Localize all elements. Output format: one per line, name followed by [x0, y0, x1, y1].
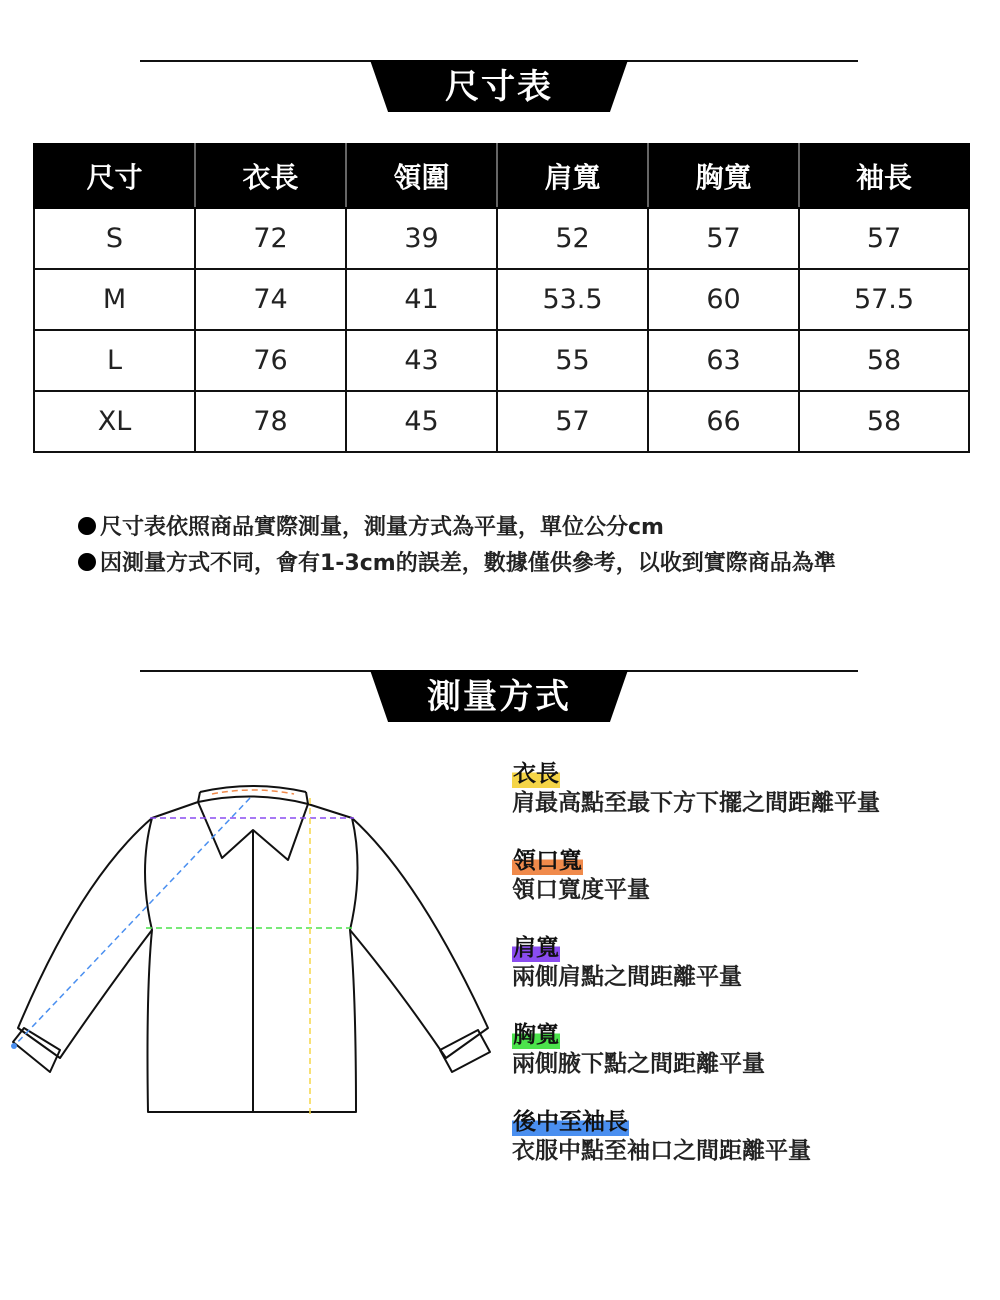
- measurement-header: [0, 670, 1000, 730]
- table-cell: 63: [648, 330, 799, 391]
- legend-title: 衣長: [513, 761, 559, 787]
- sleeve-length-guide: [14, 798, 250, 1046]
- right-sleeve: [350, 818, 488, 1058]
- size-chart-header: [0, 60, 1000, 120]
- size-table: [33, 143, 970, 453]
- table-cell: 57.5: [799, 269, 969, 330]
- collar-width-guide: [212, 790, 294, 794]
- right-cuff: [440, 1030, 490, 1072]
- legend-item-shoulder: [512, 934, 982, 1021]
- table-cell: 43: [346, 330, 497, 391]
- table-row: [34, 330, 969, 391]
- table-row: [34, 269, 969, 330]
- legend-title: 後中至袖長: [513, 1109, 628, 1135]
- legend-item-length: [512, 760, 982, 847]
- table-cell: 74: [195, 269, 346, 330]
- table-cell: 58: [799, 391, 969, 452]
- black-dot-icon: [78, 517, 96, 535]
- notes: [78, 510, 978, 582]
- table-cell: 66: [648, 391, 799, 452]
- legend-title: 肩寬: [513, 935, 559, 961]
- legend-desc: 領口寬度平量: [512, 877, 650, 903]
- table-cell: 57: [799, 208, 969, 269]
- header-collar: 領圍: [346, 144, 497, 208]
- table-cell: 57: [497, 391, 648, 452]
- legend-desc: 衣服中點至袖口之間距離平量: [512, 1138, 811, 1164]
- table-cell: 45: [346, 391, 497, 452]
- header-length: 衣長: [195, 144, 346, 208]
- legend-item-sleeve: [512, 1108, 982, 1195]
- header-shoulder: 肩寬: [497, 144, 648, 208]
- legend-desc: 肩最高點至最下方下擺之間距離平量: [512, 790, 880, 816]
- table-cell: 57: [648, 208, 799, 269]
- table-header-row: [34, 144, 969, 208]
- table-cell: 72: [195, 208, 346, 269]
- left-sleeve: [18, 818, 152, 1058]
- sleeve-guide-end: [11, 1043, 17, 1049]
- header-sleeve: 袖長: [799, 144, 969, 208]
- table-row: [34, 208, 969, 269]
- shirt-outline-illustration: [0, 760, 500, 1140]
- size-chart-title: 尺寸表: [445, 67, 553, 107]
- black-dot-icon: [78, 553, 96, 571]
- table-cell: M: [34, 269, 195, 330]
- legend-title: 胸寬: [513, 1022, 559, 1048]
- table-row: [34, 391, 969, 452]
- table-cell: 78: [195, 391, 346, 452]
- legend-desc: 兩側肩點之間距離平量: [512, 964, 742, 990]
- measurement-title: 測量方式: [427, 677, 571, 717]
- legend-item-chest: [512, 1021, 982, 1108]
- collar-fold-line: [198, 796, 308, 804]
- table-cell: 55: [497, 330, 648, 391]
- note-text: 因測量方式不同，會有1-3cm的誤差，數據僅供參考，以收到實際商品為準: [100, 551, 836, 576]
- legend-desc: 兩側腋下點之間距離平量: [512, 1051, 765, 1077]
- header-chest: 胸寬: [648, 144, 799, 208]
- table-cell: 60: [648, 269, 799, 330]
- table-cell: S: [34, 208, 195, 269]
- table-cell: 41: [346, 269, 497, 330]
- header-size: 尺寸: [34, 144, 195, 208]
- note-item: [78, 510, 978, 546]
- measurement-legend: [512, 760, 982, 1195]
- table-cell: 39: [346, 208, 497, 269]
- table-cell: 58: [799, 330, 969, 391]
- legend-title: 領口寬: [513, 848, 582, 874]
- table-cell: 76: [195, 330, 346, 391]
- table-cell: L: [34, 330, 195, 391]
- table-cell: XL: [34, 391, 195, 452]
- note-item: [78, 546, 978, 582]
- left-cuff: [13, 1028, 60, 1072]
- legend-item-collar: [512, 847, 982, 934]
- note-text: 尺寸表依照商品實際測量，測量方式為平量，單位公分cm: [100, 515, 664, 540]
- body-outline: [145, 802, 358, 1112]
- table-cell: 53.5: [497, 269, 648, 330]
- table-cell: 52: [497, 208, 648, 269]
- collar-top-line: [200, 786, 306, 792]
